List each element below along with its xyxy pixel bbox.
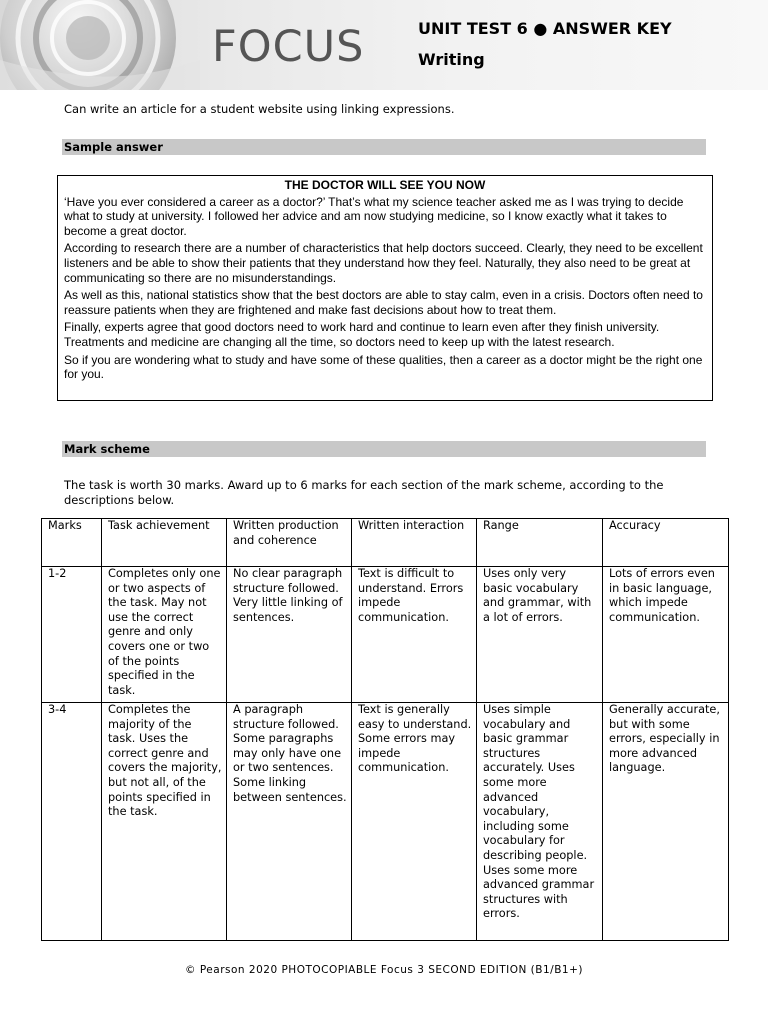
essay-paragraph: Finally, experts agree that good doctors need to work hard and continue to learn even after they finish university. Treatments and medicine are changing all the time, so doctors need to keep up with the latest research.	[64, 320, 660, 349]
page-title: UNIT TEST 6 ● ANSWER KEY	[418, 19, 672, 38]
learning-objective: Can write an article for a student website using linking expressions.	[64, 102, 455, 116]
table-row	[42, 567, 729, 703]
table-row	[42, 703, 729, 941]
essay-title: THE DOCTOR WILL SEE YOU NOW	[284, 178, 486, 192]
table-cell: Text is difficult to understand. Errors impede communication.	[352, 567, 477, 703]
table-cell: A paragraph structure followed. Some paragraphs may only have one or two sentences. Some linking between sentences.	[227, 703, 352, 941]
table-cell: 1-2	[42, 567, 102, 703]
column-header: Accuracy	[603, 519, 729, 567]
table-cell: Generally accurate, but with some errors, especially in more advanced language.	[603, 703, 729, 941]
mark-scheme-table	[41, 518, 729, 941]
essay-paragraph: According to research there are a number of characteristics that help doctors succeed. Clearly, they need to be excellent listeners and be able to show their patients that they understand how they feel. Naturally, they also need to be great at communicating so there are no misunderstandings.	[64, 241, 703, 285]
essay-paragraph: So if you are wondering what to study and have some of these qualities, then a career as a doctor might be the right one for you.	[64, 352, 703, 382]
table-cell: Completes the majority of the task. Uses the correct genre and covers the majority, but not all, of the points specified in the task.	[102, 703, 227, 941]
column-header: Written production and coherence	[227, 519, 352, 567]
table-cell: Uses only very basic vocabulary and grammar, with a lot of errors.	[477, 567, 603, 703]
mark-scheme-intro: The task is worth 30 marks. Award up to 6 marks for each section of the mark scheme, according to the descriptions below.	[64, 478, 664, 507]
mark-scheme-heading: Mark scheme	[62, 441, 706, 457]
essay-paragraph: As well as this, national statistics show that the best doctors are able to stay calm, even in a crisis. Doctors often need to reassure patients when they are frightened and make fast decisions about how to treat them.	[64, 288, 703, 317]
column-header: Written interaction	[352, 519, 477, 567]
table-header-row	[42, 519, 729, 567]
sample-answer-box	[57, 175, 713, 401]
table-cell: 3-4	[42, 703, 102, 941]
table-cell: Uses simple vocabulary and basic grammar structures accurately. Uses some more advanced vocabulary, including some vocabulary for describing people. Uses some more advanced grammar structures with errors.	[477, 703, 603, 941]
column-header: Marks	[42, 519, 102, 567]
column-header: Range	[477, 519, 603, 567]
page-header	[0, 0, 768, 90]
page-subtitle: Writing	[418, 50, 485, 69]
essay-paragraph: ‘Have you ever considered a career as a doctor?’ That’s what my science teacher asked me as I was trying to decide what to study at university. I followed her advice and am now studying medicine, so I know exactly what it takes to become a great doctor.	[64, 194, 684, 238]
sample-answer-heading: Sample answer	[62, 139, 706, 155]
column-header: Task achievement	[102, 519, 227, 567]
table-cell: Completes only one or two aspects of the task. May not use the correct genre and only covers one or two of the points specified in the task.	[102, 567, 227, 703]
table-cell: Text is generally easy to understand. Some errors may impede communication.	[352, 703, 477, 941]
page-footer: © Pearson 2020 PHOTOCOPIABLE Focus 3 SECOND EDITION (B1/B1+)	[185, 964, 583, 976]
table-cell: Lots of errors even in basic language, which impede communication.	[603, 567, 729, 703]
focus-disc-icon	[0, 0, 200, 90]
focus-logo: FOCUS	[212, 22, 365, 72]
table-cell: No clear paragraph structure followed. Very little linking of sentences.	[227, 567, 352, 703]
